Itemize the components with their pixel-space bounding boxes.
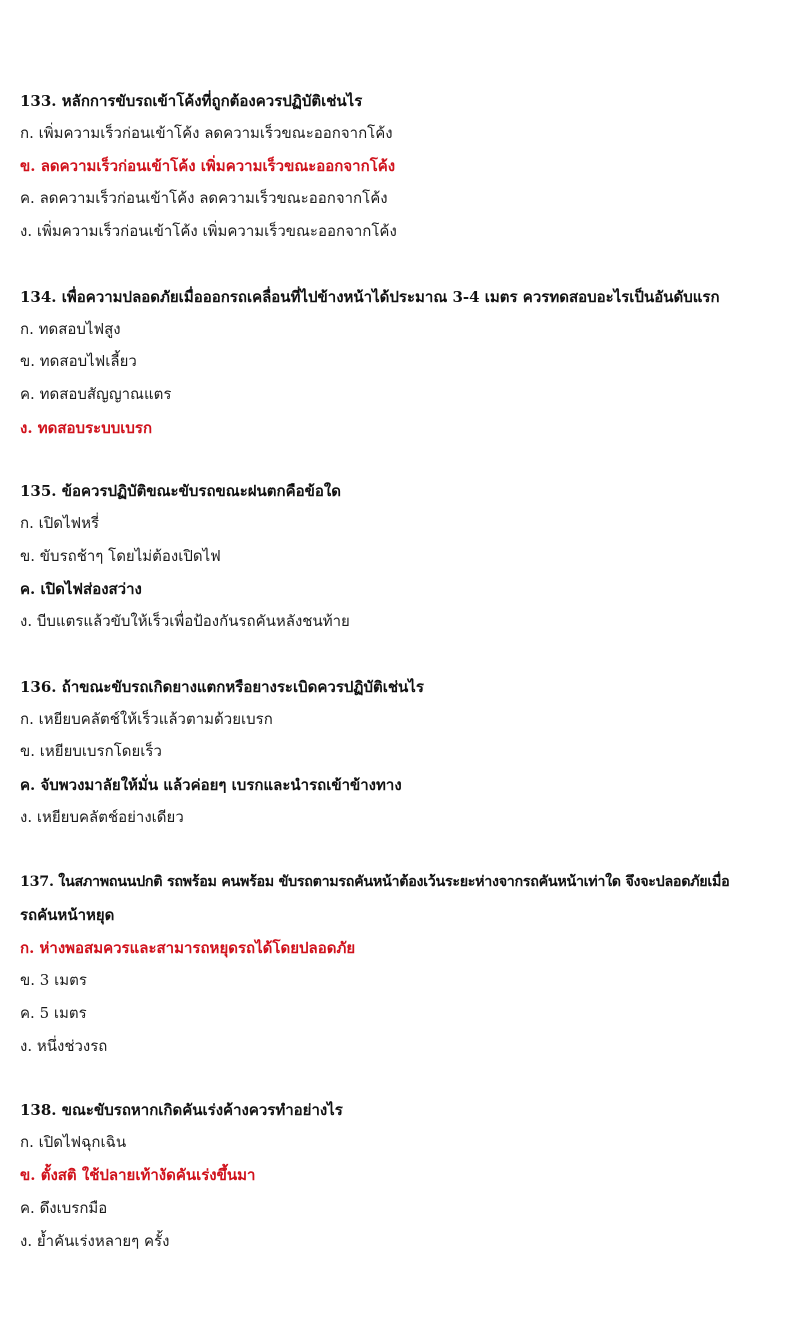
question-text: 136. ถ้าขณะขับรถเกิดยางแตกหรือยางระเบิดควรปฏิบัติเช่นไร [20,678,424,696]
option-b: ข. 3 เมตร [20,971,87,989]
question-text: 134. เพื่อความปลอดภัยเมื่อออกรถเคลื่อนที่ไปข้างหน้าได้ประมาณ 3-4 เมตร ควรทดสอบอะไรเป็นอันดับแรก [20,288,720,306]
option-d-correct-answer: ง. ทดสอบระบบเบรก [20,419,153,437]
option-c: ค. ดึงเบรกมือ [20,1199,108,1217]
option-c-correct-answer: ค. เปิดไฟส่องสว่าง [20,580,142,598]
option-a-correct-answer: ก. ห่างพอสมควรและสามารถหยุดรถได้โดยปลอดภัย [20,939,356,957]
question-text: 138. ขณะขับรถหากเกิดคันเร่งค้างควรทำอย่างไร [20,1101,343,1119]
question-text: 137. ในสภาพถนนปกติ รถพร้อม คนพร้อม ขับรถตามรถคันหน้าต้องเว้นระยะห่างจากรถคันหน้าเท่าใด จึงจะปลอดภัยเมื่อ [20,874,730,890]
option-b: ข. ทดสอบไฟเลี้ยว [20,352,137,370]
option-c: ค. ลดความเร็วก่อนเข้าโค้ง ลดความเร็วขณะออกจากโค้ง [20,189,388,207]
option-a: ก. เหยียบคลัตช์ให้เร็วแล้วตามด้วยเบรก [20,710,273,728]
option-c: ค. 5 เมตร [20,1004,87,1022]
option-d: ง. ย้ำคันเร่งหลายๆ ครั้ง [20,1232,170,1250]
question-text: 135. ข้อควรปฏิบัติขณะขับรถขณะฝนตกคือข้อใด [20,482,341,500]
option-a: ก. ทดสอบไฟสูง [20,320,121,338]
option-b: ข. ขับรถช้าๆ โดยไม่ต้องเปิดไฟ [20,547,221,565]
option-c-correct-answer: ค. จับพวงมาลัยให้มั่น แล้วค่อยๆ เบรกและนำรถเข้าข้างทาง [20,776,402,794]
option-b-correct-answer: ข. ลดความเร็วก่อนเข้าโค้ง เพิ่มความเร็วขณะออกจากโค้ง [20,157,396,175]
option-c: ค. ทดสอบสัญญาณแตร [20,385,172,403]
question-text: 133. หลักการขับรถเข้าโค้งที่ถูกต้องควรปฏิบัติเช่นไร [20,92,363,110]
option-a: ก. เพิ่มความเร็วก่อนเข้าโค้ง ลดความเร็วขณะออกจากโค้ง [20,124,393,142]
option-d: ง. เหยียบคลัตช์อย่างเดียว [20,808,184,826]
option-b: ข. เหยียบเบรกโดยเร็ว [20,742,162,760]
option-b-correct-answer: ข. ตั้งสติ ใช้ปลายเท้างัดคันเร่งขึ้นมา [20,1166,256,1184]
question-text-continued: รถคันหน้าหยุด [20,906,115,924]
option-a: ก. เปิดไฟหรี่ [20,514,100,532]
option-d: ง. บีบแตรแล้วขับให้เร็วเพื่อป้องกันรถคันหลังชนท้าย [20,612,350,630]
option-d: ง. เพิ่มความเร็วก่อนเข้าโค้ง เพิ่มความเร็วขณะออกจากโค้ง [20,222,397,240]
option-d: ง. หนึ่งช่วงรถ [20,1037,108,1055]
option-a: ก. เปิดไฟฉุกเฉิน [20,1133,127,1151]
